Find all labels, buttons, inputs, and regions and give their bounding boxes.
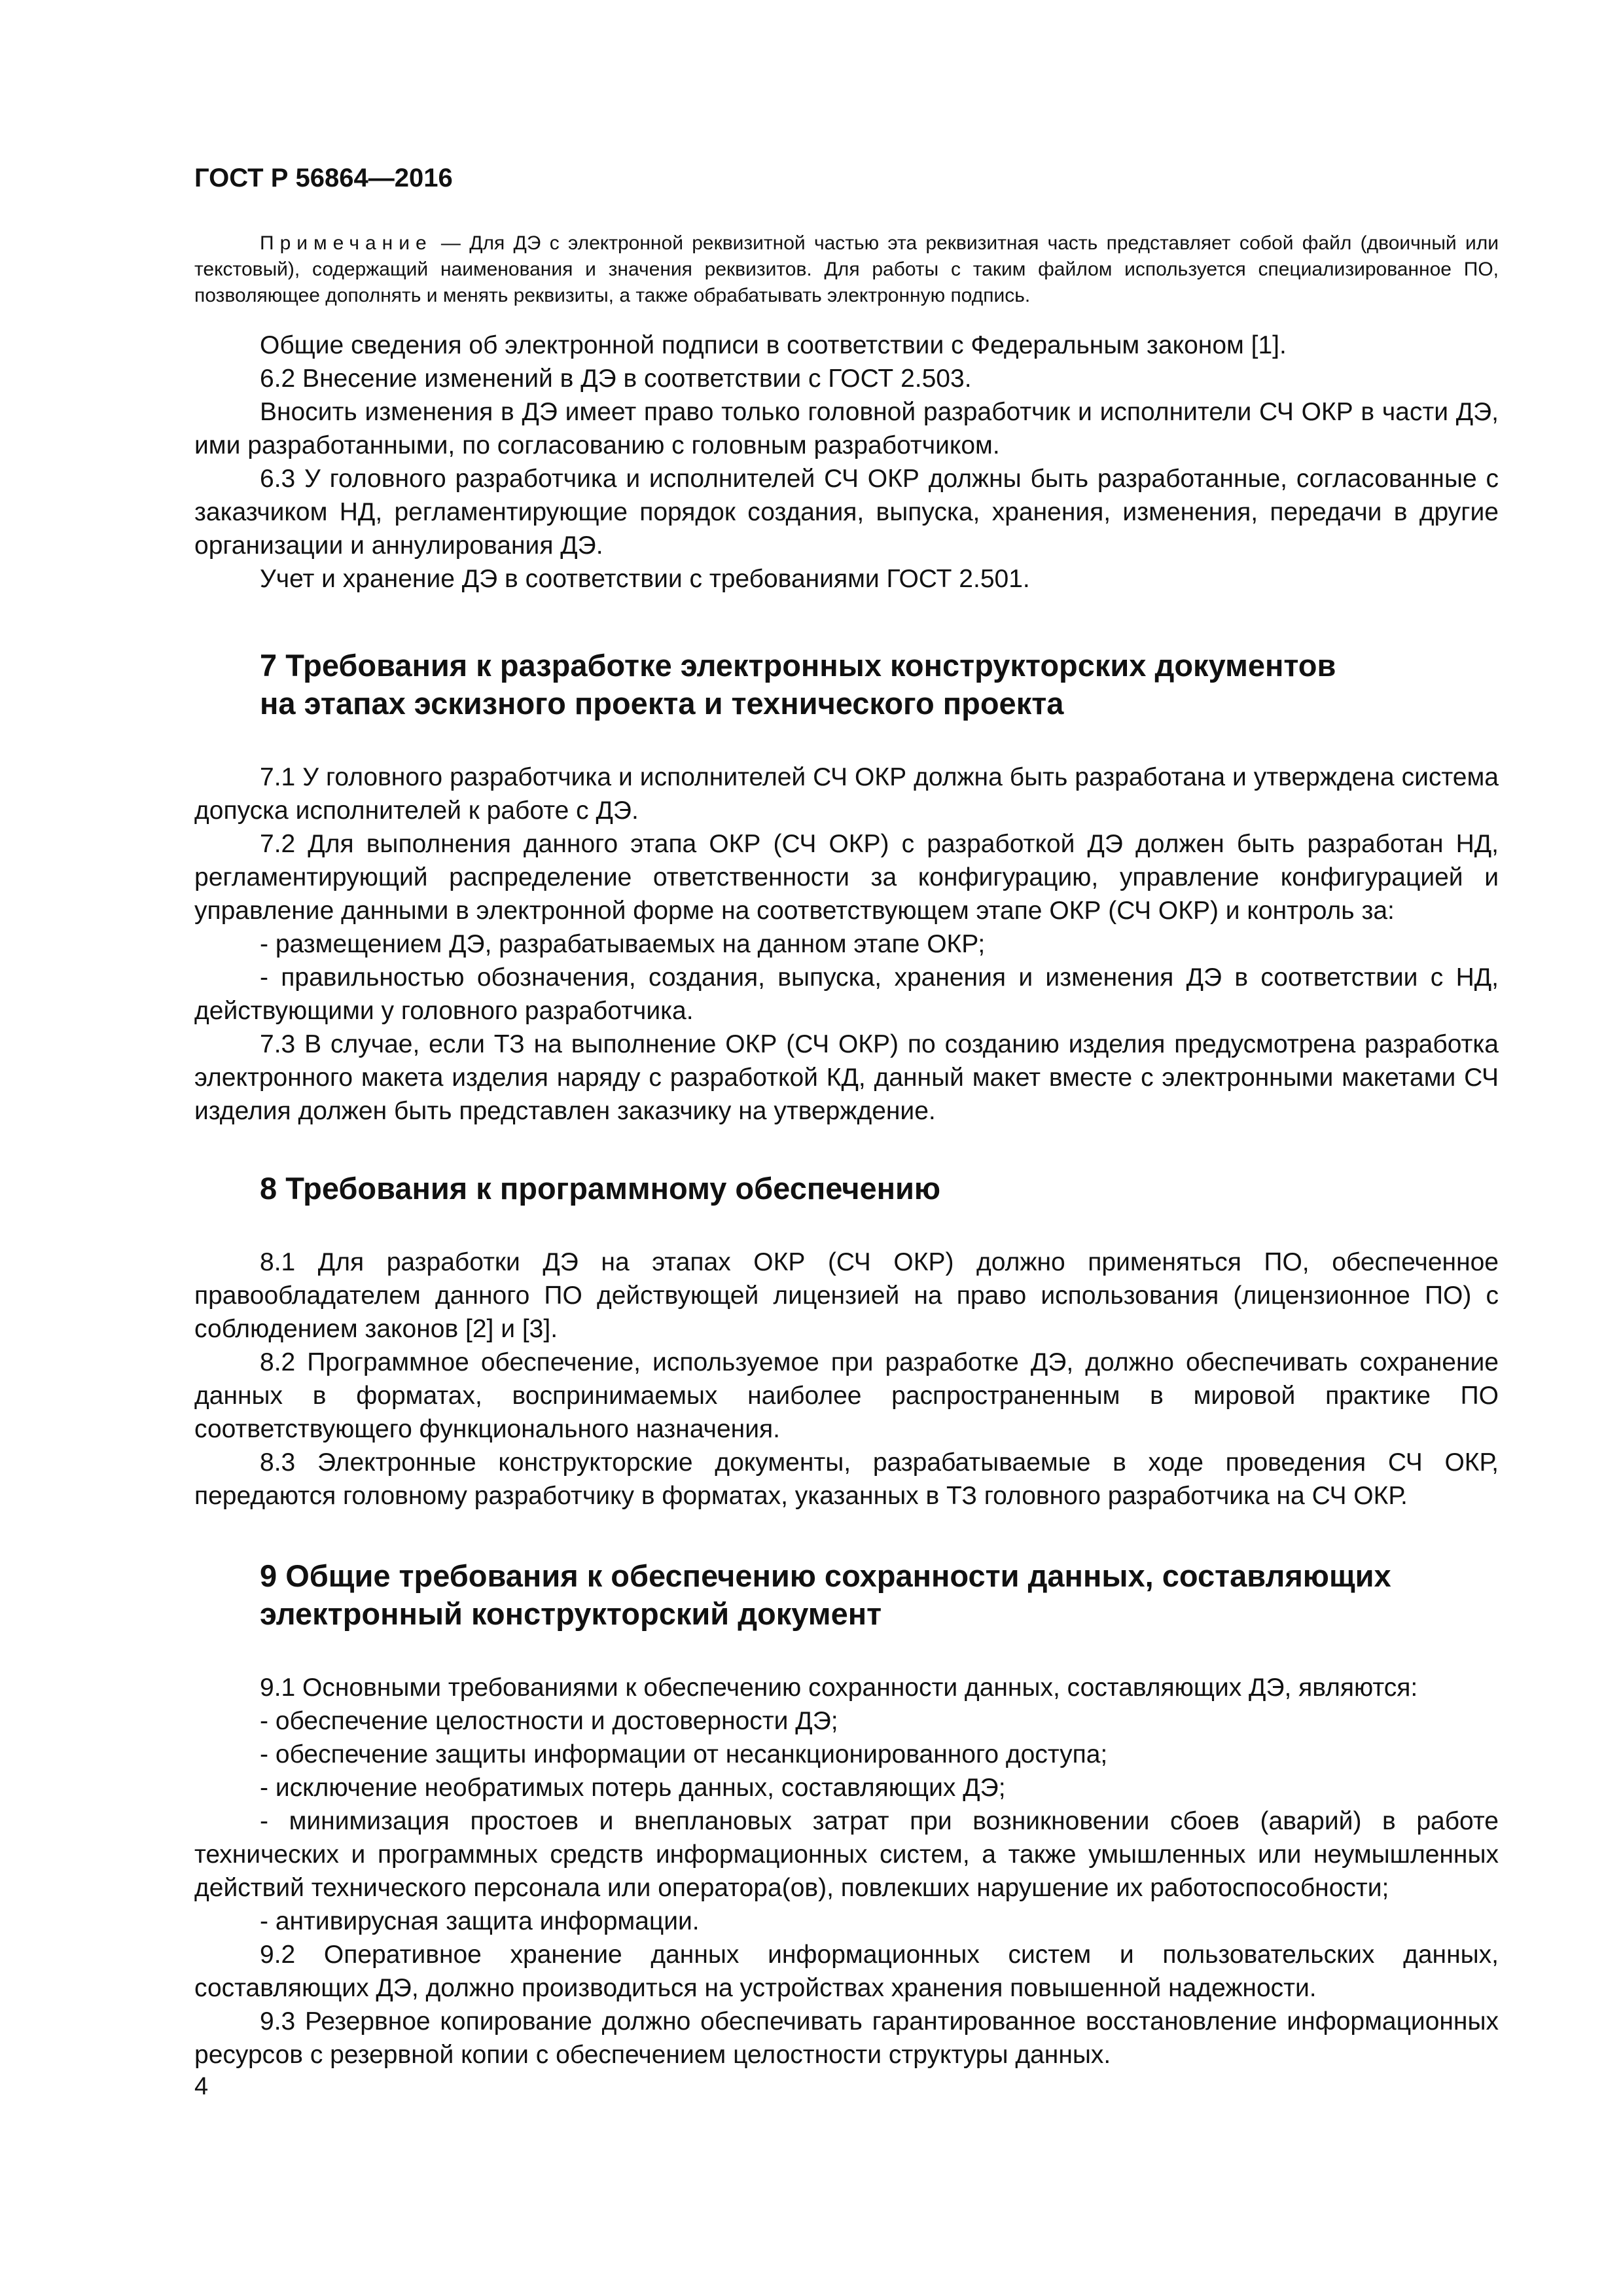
list-item: - обеспечение защиты информации от несанкционированного доступа; <box>260 1740 1108 1768</box>
paragraph: 8.1 Для разработки ДЭ на этапах ОКР (СЧ ОКР) должно применяться ПО, обеспеченное правообладателем данного ПО действующей лицензией на право использования (лицензионное ПО) с соблюдением законов [2] и [3]. <box>194 1248 1499 1343</box>
section-7-heading <box>194 647 1499 723</box>
note-paragraph <box>194 230 1499 309</box>
list-item: - исключение необратимых потерь данных, составляющих ДЭ; <box>260 1774 1006 1802</box>
page-number: 4 <box>194 2073 209 2100</box>
paragraph: 7.1 У головного разработчика и исполнителей СЧ ОКР должна быть разработана и утверждена система допуска исполнителей к работе с ДЭ. <box>194 763 1499 825</box>
paragraph: Вносить изменения в ДЭ имеет право только головной разработчик и исполнители СЧ ОКР в части ДЭ, ими разработанными, по согласованию с головным разработчиком. <box>194 398 1499 459</box>
paragraph: 6.2 Внесение изменений в ДЭ в соответствии с ГОСТ 2.503. <box>260 365 972 393</box>
paragraph: 9.3 Резервное копирование должно обеспечивать гарантированное восстановление информационных ресурсов с резервной копии с обеспечением целостности структуры данных. <box>194 2007 1499 2069</box>
paragraph: 8.3 Электронные конструкторские документы, разрабатываемые в ходе проведения СЧ ОКР, передаются головному разработчику в форматах, указанных в ТЗ головного разработчика на СЧ ОКР. <box>194 1448 1499 1510</box>
list-item: - антивирусная защита информации. <box>260 1907 700 1935</box>
page-content <box>194 230 1499 2072</box>
section-9-heading-line-2: электронный конструкторский документ <box>260 1596 882 1631</box>
list-item: - обеспечение целостности и достоверности ДЭ; <box>260 1707 838 1735</box>
paragraph: 6.3 У головного разработчика и исполнителей СЧ ОКР должны быть разработанные, согласованные с заказчиком НД, регламентирующие порядок создания, выпуска, хранения, изменения, передачи в другие организации и аннулирования ДЭ. <box>194 465 1499 560</box>
paragraph: 9.1 Основными требованиями к обеспечению сохранности данных, составляющих ДЭ, являются: <box>260 1674 1418 1702</box>
paragraph: Общие сведения об электронной подписи в соответствии с Федеральным законом [1]. <box>260 331 1287 359</box>
note-label: Примечание <box>260 232 433 254</box>
section-7-heading-line-2: на этапах эскизного проекта и технического проекта <box>260 686 1064 721</box>
list-item: - минимизация простоев и внеплановых затрат при возникновении сбоев (аварий) в работе технических и программных средств информационных систем, а также умышленных или неумышленных действий технического персонала или оператора(ов), повлекших нарушение их работоспособности; <box>194 1807 1499 1902</box>
document-header: ГОСТ Р 56864—2016 <box>194 164 453 192</box>
paragraph: 7.2 Для выполнения данного этапа ОКР (СЧ ОКР) с разработкой ДЭ должен быть разработан НД, регламентирующий распределение ответственности за конфигурацию, управление конфигурацией и управление данными в электронной форме на соответствующем этапе ОКР (СЧ ОКР) и контроль за: <box>194 830 1499 925</box>
section-9-heading <box>194 1557 1499 1633</box>
note-text: — Для ДЭ с электронной реквизитной частью эта реквизитная часть представляет собой файл (двоичный или текстовый), содержащий наименования и значения реквизитов. Для работы с таким файлом используется специализированное ПО, позволяющее дополнять и менять реквизиты, а также обрабатывать электронную подпись. <box>194 232 1499 306</box>
paragraph: 7.3 В случае, если ТЗ на выполнение ОКР (СЧ ОКР) по созданию изделия предусмотрена разработка электронного макета изделия наряду с разработкой КД, данный макет вместе с электронными макетами СЧ изделия должен быть представлен заказчику на утверждение. <box>194 1030 1499 1125</box>
paragraph: 8.2 Программное обеспечение, используемое при разработке ДЭ, должно обеспечивать сохранение данных в форматах, воспринимаемых наиболее распространенным в мировой практике ПО соответствующего функционального назначения. <box>194 1348 1499 1443</box>
list-item: - правильностью обозначения, создания, выпуска, хранения и изменения ДЭ в соответствии с НД, действующими у головного разработчика. <box>194 963 1499 1025</box>
section-8-heading: 8 Требования к программному обеспечению <box>260 1171 941 1206</box>
section-9-heading-line-1: 9 Общие требования к обеспечению сохранности данных, составляющих <box>260 1558 1391 1593</box>
section-7-heading-line-1: 7 Требования к разработке электронных конструкторских документов <box>260 648 1336 683</box>
paragraph: 9.2 Оперативное хранение данных информационных систем и пользовательских данных, составляющих ДЭ, должно производиться на устройствах хранения повышенной надежности. <box>194 1941 1499 2002</box>
paragraph: Учет и хранение ДЭ в соответствии с требованиями ГОСТ 2.501. <box>260 565 1030 593</box>
list-item: - размещением ДЭ, разрабатываемых на данном этапе ОКР; <box>260 930 986 958</box>
